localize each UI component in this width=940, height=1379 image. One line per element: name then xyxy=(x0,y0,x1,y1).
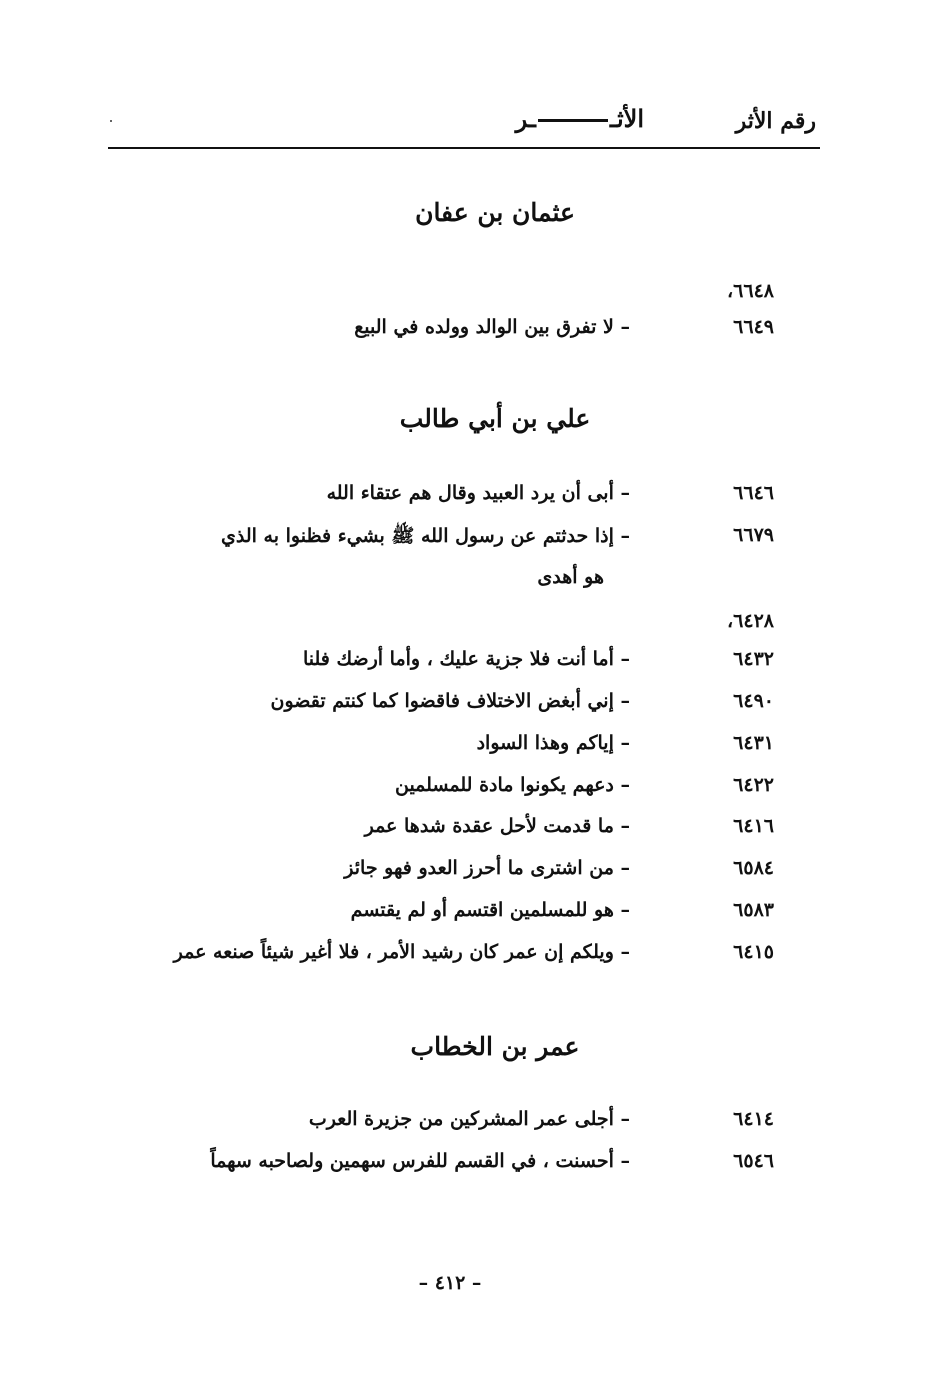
athar-text: – إذا حدثتم عن رسول الله ﷺ بشيء فظنوا به الذي xyxy=(221,525,630,547)
page-number: – ٤١٢ – xyxy=(418,1272,482,1294)
athar-text: – أحسنت ، في القسم للفرس سهمين ولصاحبه سهماً xyxy=(210,1150,630,1172)
index-row xyxy=(0,610,940,644)
header-athar-label-end: ـر xyxy=(515,104,536,133)
header-athar-label-start: الأثـ xyxy=(609,104,644,133)
athar-text: – ما قدمت لأحل عقدة شدها عمر xyxy=(364,815,630,837)
athar-number: ٦٤٩٠ xyxy=(733,690,774,712)
header-number-label: رقم الأثر xyxy=(735,108,816,134)
athar-number: ٦٤٣٢ xyxy=(733,648,774,670)
index-row xyxy=(0,524,940,558)
athar-text: – إياكم وهذا السواد xyxy=(476,732,630,754)
section-title-ali: علي بن أبي طالب xyxy=(399,404,591,433)
index-row xyxy=(0,941,940,975)
athar-number: ٦٦٤٩ xyxy=(733,316,774,338)
index-row xyxy=(0,732,940,766)
index-row xyxy=(0,1150,940,1184)
index-row-continuation xyxy=(0,566,940,600)
athar-text-continuation: هو أهدى xyxy=(537,566,604,588)
athar-number: ٦٤٣١ xyxy=(733,732,774,754)
header-dot xyxy=(110,120,112,122)
athar-text: – من اشترى ما أحرز العدو فهو جائز xyxy=(344,857,630,879)
header-rule xyxy=(108,147,820,149)
athar-number: ٦٤١٥ xyxy=(733,941,774,963)
athar-text: – أجلى عمر المشركين من جزيرة العرب xyxy=(308,1108,630,1130)
index-row xyxy=(0,899,940,933)
section-title-uthman: عثمان بن عفان xyxy=(415,198,575,227)
athar-text: – أما أنت فلا جزية عليك ، وأما أرضك فلنا xyxy=(302,648,630,670)
athar-text: – لا تفرق بين الوالد وولده في البيع xyxy=(354,316,630,338)
index-row xyxy=(0,815,940,849)
athar-text: – ويلكم إن عمر كان رشيد الأمر ، فلا أغير شيئاً صنعه عمر xyxy=(173,941,630,963)
index-row xyxy=(0,857,940,891)
athar-number: ٦٦٤٨، xyxy=(727,280,774,302)
athar-text: – إني أبغض الاختلاف فاقضوا كما كنتم تقضون xyxy=(270,690,630,712)
index-row xyxy=(0,1108,940,1142)
tatweel-stroke xyxy=(538,119,608,122)
section-title-umar: عمر بن الخطاب xyxy=(410,1032,580,1061)
athar-number: ٦٤٢٨، xyxy=(727,610,774,632)
athar-text: – دعهم يكونوا مادة للمسلمين xyxy=(394,774,630,796)
athar-number: ٦٥٨٣ xyxy=(733,899,774,921)
header-athar-label xyxy=(516,104,644,133)
athar-text: – أبى أن يرد العبيد وقال هم عتقاء الله xyxy=(326,482,630,504)
athar-number: ٦٤١٦ xyxy=(733,815,774,837)
index-row xyxy=(0,280,940,314)
athar-number: ٦٦٤٦ xyxy=(733,482,774,504)
index-row xyxy=(0,690,940,724)
index-row xyxy=(0,648,940,682)
athar-number: ٦٥٤٦ xyxy=(733,1150,774,1172)
athar-number: ٦٥٨٤ xyxy=(733,857,774,879)
index-row xyxy=(0,482,940,516)
index-row xyxy=(0,774,940,808)
athar-number: ٦٦٧٩ xyxy=(733,524,774,546)
athar-text: – هو للمسلمين اقتسم أو لم يقتسم xyxy=(350,899,630,921)
index-row xyxy=(0,316,940,350)
athar-number: ٦٤٢٢ xyxy=(733,774,774,796)
athar-number: ٦٤١٤ xyxy=(733,1108,774,1130)
